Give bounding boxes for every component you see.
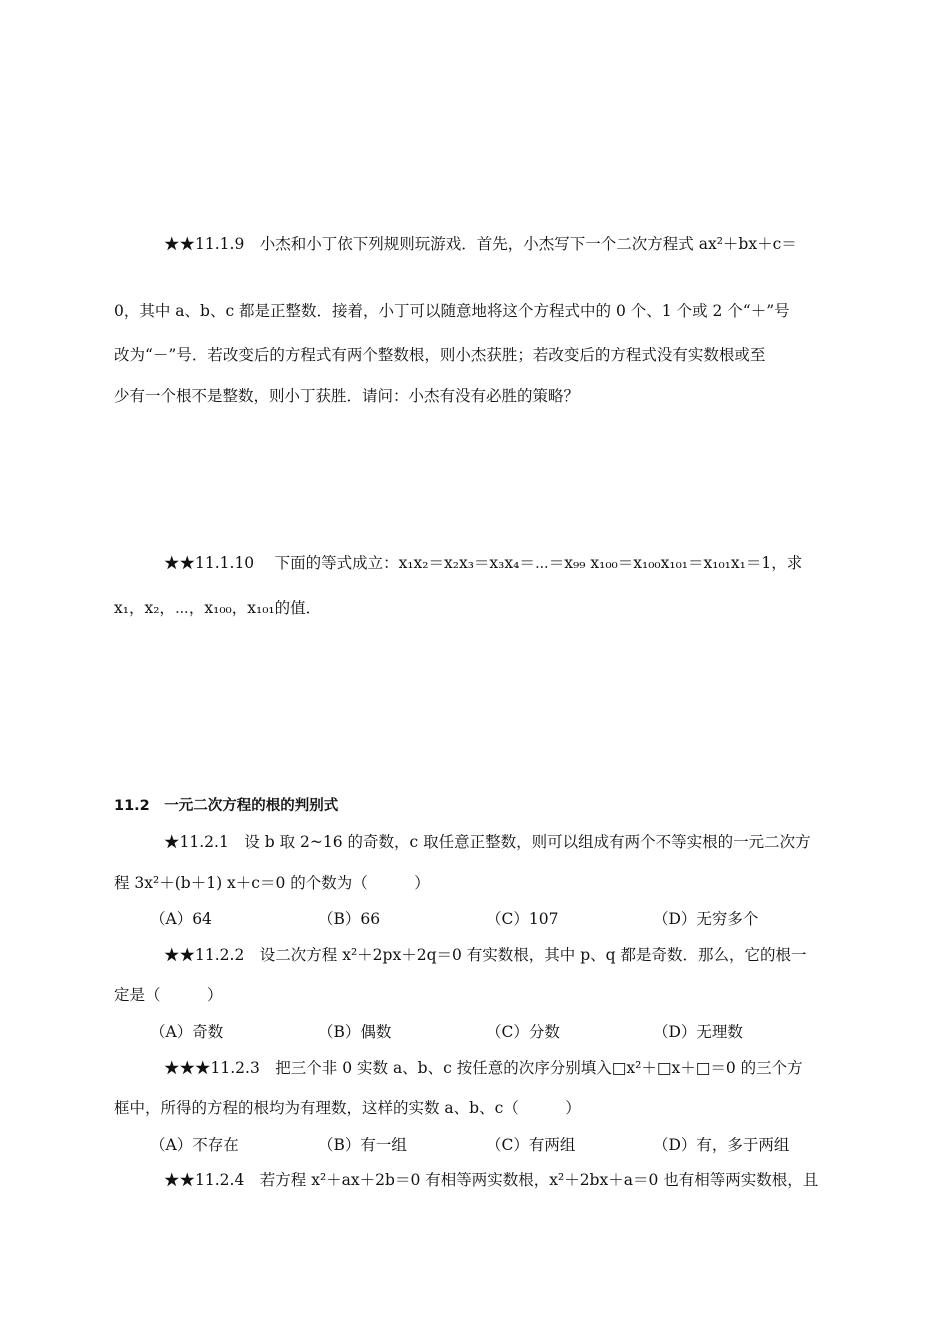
question-11-2-3-line-1: ★★★11.2.3 把三个非 0 实数 a、b、c 按任意的次序分别填入□x²＋□x＋□＝0 的三个方	[164, 1059, 803, 1077]
question-11-2-2-line-2: 定是（ ）	[114, 986, 223, 1004]
option-b: （B）有一组	[318, 1136, 407, 1154]
option-c: （C）分数	[486, 1023, 560, 1041]
option-a: （A）64	[150, 910, 212, 928]
question-11-2-1-line-2: 程 3x²＋(b＋1) x＋c＝0 的个数为（ ）	[114, 874, 430, 892]
option-d: （D）无理数	[653, 1023, 743, 1041]
option-a: （A）不存在	[150, 1136, 239, 1154]
problem-11-1-9-line-3: 改为“－”号．若改变后的方程式有两个整数根，则小杰获胜；若改变后的方程式没有实数根或至	[114, 346, 766, 364]
option-b: （B）偶数	[318, 1023, 392, 1041]
option-c: （C）有两组	[486, 1136, 576, 1154]
option-d: （D）无穷多个	[653, 910, 759, 928]
question-11-2-3-line-2: 框中，所得的方程的根均为有理数，这样的实数 a、b、c（ ）	[114, 1099, 581, 1117]
question-11-2-1-line-1: ★11.2.1 设 b 取 2~16 的奇数，c 取任意正整数，则可以组成有两个不等实根的一元二次方	[164, 833, 811, 851]
section-heading: 11.2 一元二次方程的根的判别式	[114, 798, 339, 814]
option-c: （C）107	[486, 910, 559, 928]
option-b: （B）66	[318, 910, 381, 928]
option-d: （D）有，多于两组	[653, 1136, 790, 1154]
problem-11-1-9-line-2: 0，其中 a、b、c 都是正整数．接着，小丁可以随意地将这个方程式中的 0 个、1 个或 2 个“＋”号	[114, 302, 790, 320]
question-11-2-4-line-1: ★★11.2.4 若方程 x²＋ax＋2b＝0 有相等两实数根，x²＋2bx＋a＝0 也有相等两实数根，且	[164, 1171, 819, 1189]
problem-11-1-10-line-2: x₁，x₂，⋯，x₁₀₀，x₁₀₁的值．	[114, 599, 322, 617]
question-11-2-2-line-1: ★★11.2.2 设二次方程 x²＋2px＋2q＝0 有实数根，其中 p、q 都是奇数．那么，它的根一	[164, 946, 807, 964]
problem-11-1-9-line-4: 少有一个根不是整数，则小丁获胜．请问：小杰有没有必胜的策略？	[114, 387, 580, 405]
problem-11-1-10-line-1: ★★11.1.10 下面的等式成立：x₁x₂＝x₂x₃＝x₃x₄＝⋯＝x₉₉ x₁₀₀＝x₁₀₀x₁₀₁＝x₁₀₁x₁＝1，求	[164, 554, 803, 572]
problem-11-1-9-line-1: ★★11.1.9 小杰和小丁依下列规则玩游戏．首先，小杰写下一个二次方程式 ax²＋bx＋c＝	[164, 235, 797, 253]
option-a: （A）奇数	[150, 1023, 224, 1041]
